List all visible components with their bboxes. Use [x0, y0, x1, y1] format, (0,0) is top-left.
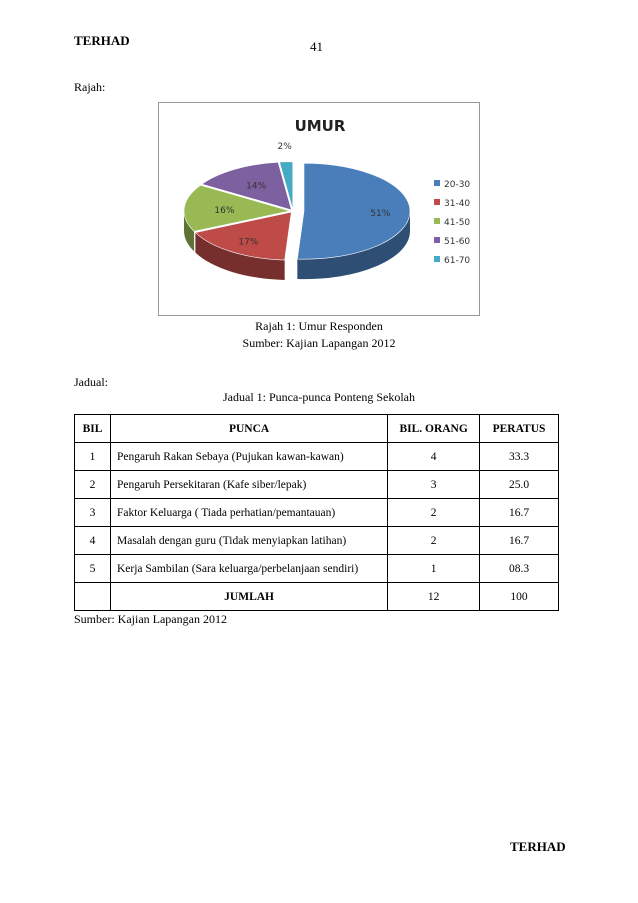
cell-peratus: 33.3	[480, 443, 559, 471]
pie-data-label: 51%	[370, 209, 391, 220]
cell-punca: Kerja Sambilan (Sara keluarga/perbelanjaan sendiri)	[110, 555, 387, 583]
cell-peratus: 08.3	[480, 555, 559, 583]
header-bil-orang: BIL. ORANG	[388, 415, 480, 443]
cell-bil-orang: 4	[388, 443, 480, 471]
pie-chart	[158, 102, 480, 316]
cell-bil: 3	[75, 499, 111, 527]
cell-empty	[75, 583, 111, 611]
table-total-row	[75, 583, 559, 611]
table-row	[75, 555, 559, 583]
header-classification: TERHAD	[74, 33, 130, 48]
pie-data-label: 16%	[214, 206, 235, 217]
data-table	[74, 414, 559, 611]
cell-bil-orang: 3	[388, 471, 480, 499]
pie-data-label: 2%	[277, 142, 292, 153]
legend-label: 51-60	[444, 237, 471, 247]
legend-swatch	[434, 180, 440, 186]
cell-bil: 4	[75, 527, 111, 555]
chart-title: UMUR	[294, 117, 346, 135]
figure-caption: Rajah 1: Umur Responden	[255, 319, 383, 333]
pie-chart-svg	[159, 103, 479, 315]
cell-bil: 2	[75, 471, 111, 499]
legend-item	[434, 237, 470, 247]
table-caption: Jadual 1: Punca-punca Ponteng Sekolah	[223, 390, 415, 404]
legend-swatch	[434, 218, 440, 224]
cell-peratus: 25.0	[480, 471, 559, 499]
cell-bil-orang: 2	[388, 527, 480, 555]
page-number: 41	[310, 39, 323, 54]
table-row	[75, 527, 559, 555]
table-row	[75, 499, 559, 527]
cell-punca: Masalah dengan guru (Tidak menyiapkan latihan)	[110, 527, 387, 555]
legend-label: 41-50	[444, 218, 471, 228]
table-header-row	[75, 415, 559, 443]
legend-item	[434, 180, 470, 190]
legend-item	[434, 199, 470, 209]
table-source: Sumber: Kajian Lapangan 2012	[74, 612, 227, 626]
jadual-label: Jadual:	[74, 375, 108, 389]
cell-bil-orang: 1	[388, 555, 480, 583]
total-bil-orang: 12	[388, 583, 480, 611]
header-punca: PUNCA	[110, 415, 387, 443]
pie-data-label: 14%	[246, 181, 267, 192]
legend-item	[434, 218, 470, 228]
cell-punca: Pengaruh Rakan Sebaya (Pujukan kawan-kawan)	[110, 443, 387, 471]
rajah-label: Rajah:	[74, 80, 106, 94]
footer-classification: TERHAD	[510, 839, 566, 854]
table-row	[75, 443, 559, 471]
pie-data-label: 17%	[238, 237, 259, 248]
header-peratus: PERATUS	[480, 415, 559, 443]
figure-source: Sumber: Kajian Lapangan 2012	[242, 336, 396, 350]
cell-punca: Faktor Keluarga ( Tiada perhatian/pemantauan)	[110, 499, 387, 527]
legend-label: 31-40	[444, 199, 471, 209]
table-row	[75, 471, 559, 499]
cell-bil: 5	[75, 555, 111, 583]
total-peratus: 100	[480, 583, 559, 611]
legend-label: 61-70	[444, 256, 471, 266]
legend-item	[434, 256, 470, 266]
cell-peratus: 16.7	[480, 499, 559, 527]
legend-swatch	[434, 199, 440, 205]
total-label: JUMLAH	[110, 583, 387, 611]
legend-label: 20-30	[444, 180, 471, 190]
header-bil: BIL	[75, 415, 111, 443]
cell-peratus: 16.7	[480, 527, 559, 555]
cell-bil-orang: 2	[388, 499, 480, 527]
cell-bil: 1	[75, 443, 111, 471]
cell-punca: Pengaruh Persekitaran (Kafe siber/lepak)	[110, 471, 387, 499]
legend-swatch	[434, 237, 440, 243]
legend-swatch	[434, 256, 440, 262]
